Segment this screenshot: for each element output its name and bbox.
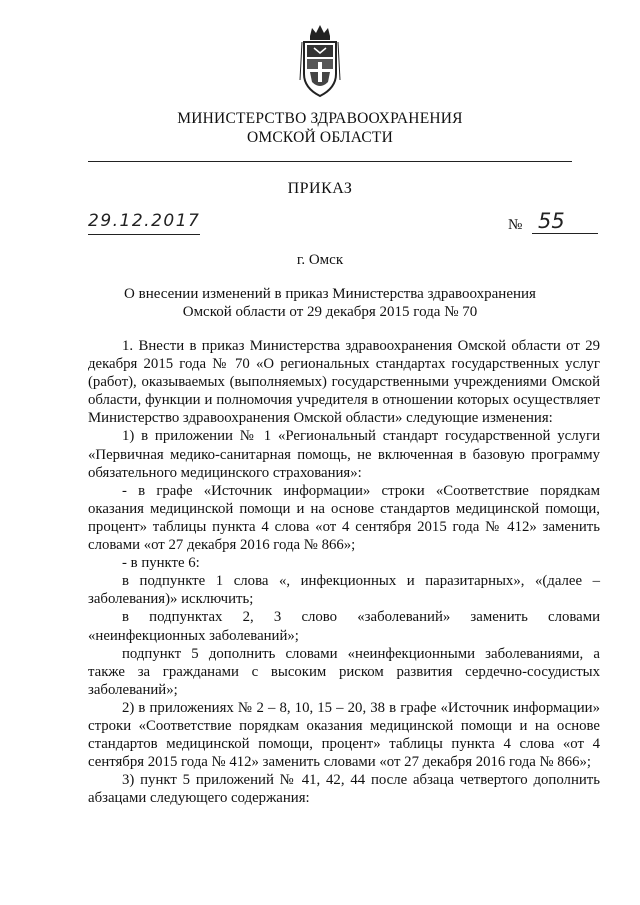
- document-subject: [80, 285, 580, 321]
- body-paragraph: в подпунктах 2, 3 слово «заболеваний» заменить словами «неинфекционных заболеваний»;: [88, 609, 600, 644]
- organization-name-line2: ОМСКОЙ ОБЛАСТИ: [247, 129, 393, 146]
- body-paragraph: - в пункте 6:: [122, 555, 200, 572]
- body-paragraph: 2) в приложениях № 2 – 8, 10, 15 – 20, 38 в графе «Источник информации» строки «Соответствие порядкам оказания медицинской помощи и на основе стандартов медицинской помощи, процент» таблицы пункта 4 слова «от 4 сентября 2015 года № 412» заменить словами «от 27 декабря 2016 года № 866»;: [88, 699, 600, 771]
- body-paragraph: 1) в приложении № 1 «Региональный стандарт государственной услуги «Первичная медико-санитарная помощь, не включенная в базовую программу обязательного медицинского страхования»:: [88, 428, 600, 481]
- document-number: 55: [532, 208, 598, 234]
- subject-line2: Омской области от 29 декабря 2015 года № 70: [182, 304, 478, 320]
- city-label: г. Омск: [296, 252, 344, 268]
- body-paragraph: 3) пункт 5 приложений № 41, 42, 44 после абзаца четвертого дополнить абзацами следующего содержания:: [88, 772, 600, 807]
- header-divider: [88, 161, 572, 162]
- document-body: [88, 337, 600, 807]
- body-paragraph: в подпункте 1 слова «, инфекционных и паразитарных», «(далее – заболевания)» исключить;: [88, 573, 600, 608]
- number-sign: №: [508, 217, 523, 233]
- document-type-title: ПРИКАЗ: [287, 180, 353, 197]
- body-paragraph: - в графе «Источник информации» строки «Соответствие порядкам оказания медицинской помощи и на основе стандартов медицинской помощи, процент» таблицы пункта 4 слова «от 4 сентября 2015 года № 412» заменить словами «от 27 декабря 2016 года № 866»;: [88, 482, 600, 554]
- subject-line1: О внесении изменений в приказ Министерства здравоохранения: [124, 286, 536, 302]
- organization-name-line1: МИНИСТЕРСТВО ЗДРАВООХРАНЕНИЯ: [177, 110, 463, 127]
- body-paragraph: 1. Внести в приказ Министерства здравоохранения Омской области от 29 декабря 2015 года № 70 «О региональных стандартах государственных услуг (работ), оказываемых (выполняемых) государственными учреждениями Омской области, функции и полномочия учредителя в отношении которых осуществляет Министерство здравоохранения Омской области» следующие изменения:: [88, 338, 600, 427]
- document-date: 29.12.2017: [88, 208, 200, 235]
- coat-of-arms-icon: [298, 22, 342, 102]
- body-paragraph: подпункт 5 дополнить словами «неинфекционными заболеваниями, а также за гражданами с высоким риском развития сердечно-сосудистых заболеваний»;: [88, 645, 600, 698]
